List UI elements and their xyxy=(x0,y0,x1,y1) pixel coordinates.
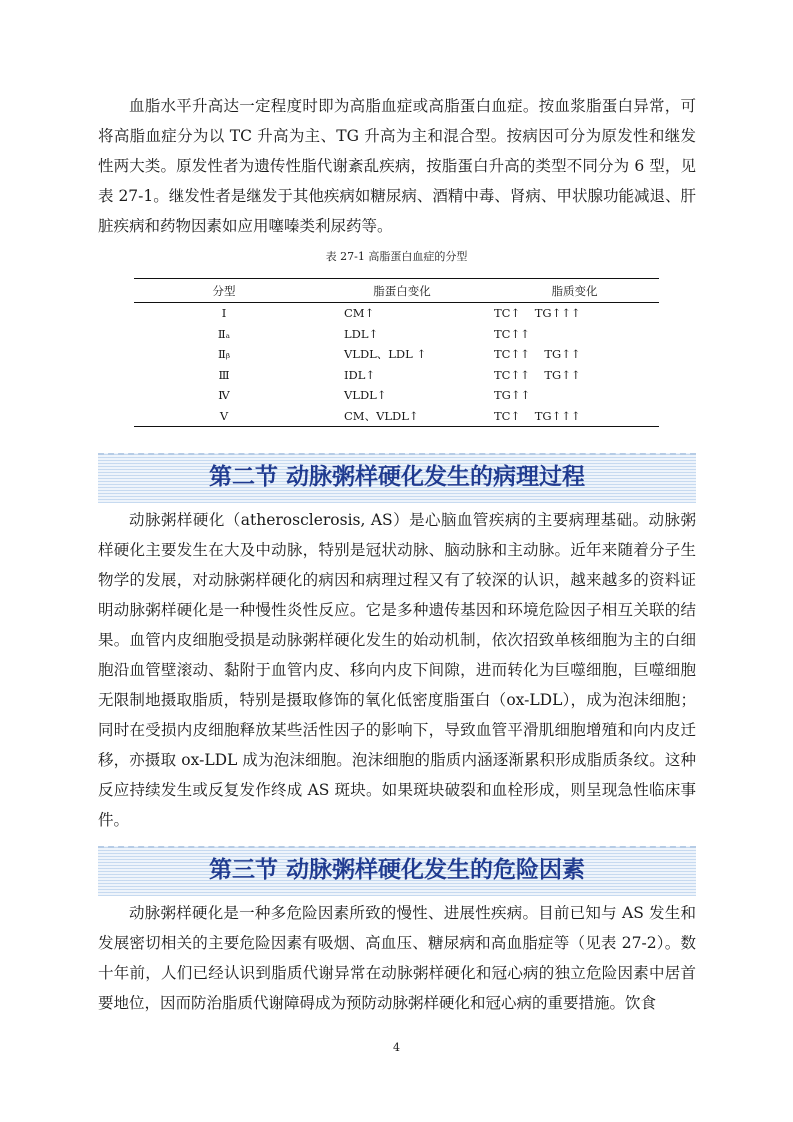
page-number: 4 xyxy=(393,1041,400,1054)
type-cell: Ⅳ xyxy=(218,388,230,403)
type-cell: Ⅴ xyxy=(219,408,229,423)
table-row xyxy=(134,365,659,386)
lipid-cell: TC↑↑ TG↑↑ xyxy=(494,347,581,362)
table-row xyxy=(134,303,659,324)
table-header-cell: 分型 xyxy=(134,279,314,303)
lipid-cell: TC↑↑ xyxy=(494,326,530,341)
table-header-row xyxy=(134,279,659,303)
table-header-cell: 脂质变化 xyxy=(490,279,659,303)
table-caption: 表 27-1 高脂蛋白血症的分型 xyxy=(325,250,468,263)
lipid-cell: TC↑ TG↑↑↑ xyxy=(494,408,581,423)
lipoprotein-cell: CM↑ xyxy=(344,306,375,321)
type-cell: Ⅱₐ xyxy=(217,326,231,341)
lipoprotein-cell: CM、VLDL↑ xyxy=(344,408,419,423)
lipid-cell: TC↑↑ TG↑↑ xyxy=(494,367,581,382)
lipid-cell: TC↑ TG↑↑↑ xyxy=(494,306,581,321)
section-3-title: 第三节 动脉粥样硬化发生的危险因素 xyxy=(208,857,585,883)
type-cell: Ⅰ xyxy=(221,306,227,321)
type-cell: Ⅱᵦ xyxy=(218,347,230,362)
lipoprotein-cell: IDL↑ xyxy=(344,367,376,382)
table-header-cell: 脂蛋白变化 xyxy=(314,279,490,303)
intro-paragraph: 血脂水平升高达一定程度时即为高脂血症或高脂蛋白血症。按血浆脂蛋白异常，可将高脂血症分为以 TC 升高为主、TG 升高为主和混合型。按病因可分为原发性和继发性两大类。原发性者为遗传性脂代谢紊乱疾病，按脂蛋白升高的类型不同分为 6 型，见表 27-1。继发性者是继发于其他疾病如糖尿病、酒精中毒、肾病、甲状腺功能减退、肝脏疾病和药物因素如应用噻嗪类利尿药等。 xyxy=(98,97,696,235)
table-row xyxy=(134,344,659,365)
type-cell: Ⅲ xyxy=(218,367,230,382)
lipoprotein-cell: VLDL、LDL ↑ xyxy=(344,347,427,362)
lipoprotein-cell: LDL↑ xyxy=(344,326,379,341)
table-row xyxy=(134,406,659,427)
table-row xyxy=(134,324,659,345)
section-3-paragraph: 动脉粥样硬化是一种多危险因素所致的慢性、进展性疾病。目前已知与 AS 发生和发展密切相关的主要危险因素有吸烟、高血压、糖尿病和高血脂症等（见表 27-2）。数十年前，人们已经认识到脂质代谢异常在动脉粥样硬化和冠心病的独立危险因素中居首要地位，因而防治脂质代谢障碍成为预防动脉粥样硬化和冠心病的重要措施。饮食 xyxy=(98,904,696,1012)
section-2-paragraph: 动脉粥样硬化（atherosclerosis, AS）是心脑血管疾病的主要病理基础。动脉粥样硬化主要发生在大及中动脉，特别是冠状动脉、脑动脉和主动脉。近年来随着分子生物学的发展，对动脉粥样硬化的病因和病理过程又有了较深的认识，越来越多的资料证明动脉粥样硬化是一种慢性炎性反应。它是多种遗传基因和环境危险因子相互关联的结果。血管内皮细胞受损是动脉粥样硬化发生的始动机制，依次招致单核细胞为主的白细胞沿血管壁滚动、黏附于血管内皮、移向内皮下间隙，进而转化为巨噬细胞，巨噬细胞无限制地摄取脂质，特别是摄取修饰的氧化低密度脂蛋白（ox-LDL），成为泡沫细胞；同时在受损内皮细胞释放某些活性因子的影响下，导致血管平滑肌细胞增殖和向内皮迁移，亦摄取 ox-LDL 成为泡沫细胞。泡沫细胞的脂质内涵逐渐累积形成脂质条纹。这种反应持续发生或反复发作终成 AS 斑块。如果斑块破裂和血栓形成，则呈现急性临床事件。 xyxy=(98,511,696,829)
lipoprotein-cell: VLDL↑ xyxy=(344,388,387,403)
section-2-title: 第二节 动脉粥样硬化发生的病理过程 xyxy=(208,464,585,490)
lipid-cell: TG↑↑ xyxy=(494,388,531,403)
hyperlipoproteinemia-table xyxy=(134,278,659,427)
table-row xyxy=(134,385,659,406)
